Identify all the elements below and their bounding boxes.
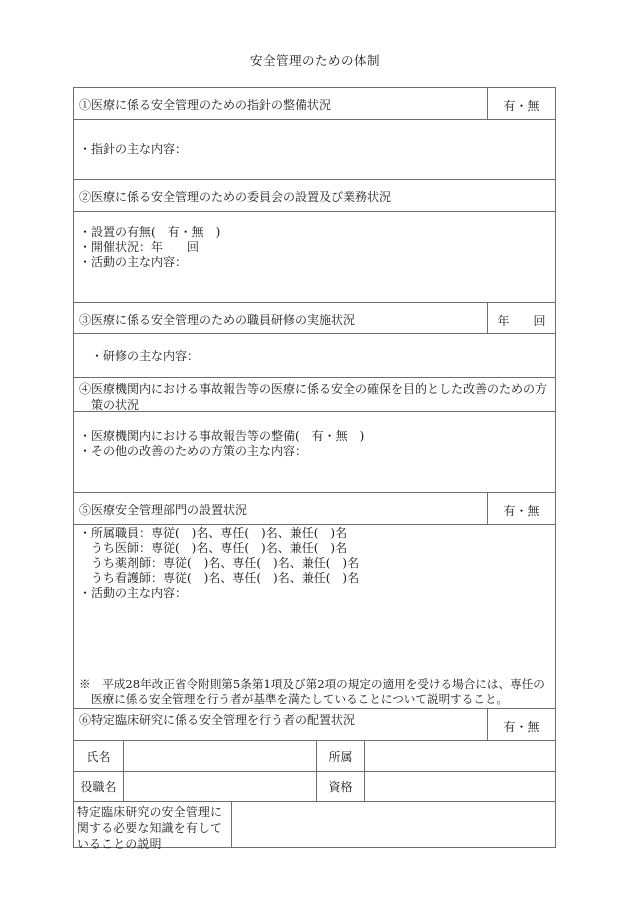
section-4-content[interactable] (74, 411, 555, 492)
name-label: 氏名 (86, 749, 111, 764)
note-line2: 医療に係る安全管理を行う者が基準を満たしていることについて説明すること。 (91, 692, 509, 706)
section-6-status-cell[interactable] (487, 709, 555, 740)
section-6-header (74, 708, 555, 740)
meeting-frequency-line: ・開催状況：年 回 (79, 240, 200, 254)
section-3-header (74, 302, 555, 333)
position-label: 役職名 (80, 780, 117, 794)
explanation-label-line2: 関する必要な知識を有して (77, 821, 223, 835)
committee-established-line: ・設置の有無( 有・無 ) (79, 225, 221, 239)
section-3-frequency: 年 回 (497, 314, 546, 328)
affiliation-field[interactable] (364, 741, 555, 771)
explanation-row (74, 801, 555, 851)
section-5-note (79, 677, 545, 707)
explanation-field[interactable] (231, 802, 555, 847)
position-field[interactable] (123, 772, 316, 801)
note-line1: ※ 平成28年改正省令附則第5条第1項及び第2項の規定の適用を受ける場合には、専任の (79, 677, 545, 691)
name-field[interactable] (123, 741, 316, 771)
section-2-header (74, 179, 555, 211)
name-affiliation-row (74, 740, 555, 771)
section-4-heading-line1: ④医療機関内における事故報告等の医療に係る安全の確保を目的とした改善のための方 (79, 382, 548, 396)
qualification-field[interactable] (364, 772, 555, 801)
section-6-status: 有・無 (503, 720, 540, 734)
section-5-content[interactable] (74, 524, 555, 708)
section-1-guideline-content-label: ・指針の主な内容： (79, 142, 188, 156)
section-3-heading: ③医療に係る安全管理のための職員研修の実施状況 (79, 313, 356, 327)
explanation-label-line3: いることの説明 (77, 837, 162, 851)
section-3-frequency-cell[interactable] (487, 303, 555, 333)
other-measures-line: ・その他の改善のための方策の主な内容： (79, 444, 308, 458)
section-1-header (74, 88, 555, 119)
section-5-status-cell[interactable] (487, 493, 555, 524)
staff-total-line: ・所属職員：専従( )名、専任( )名、兼任( )名 (79, 526, 348, 540)
section-4-heading-line2: 策の状況 (91, 398, 140, 412)
affiliation-label: 所属 (316, 741, 364, 771)
section-1-status-cell[interactable] (487, 88, 555, 119)
department-activity-line: ・活動の主な内容： (79, 586, 188, 600)
section-2-content[interactable] (74, 211, 555, 302)
section-2-heading: ②医療に係る安全管理のための委員会の設置及び業務状況 (79, 190, 392, 204)
document-title: 安全管理のための体制 (249, 53, 380, 68)
safety-management-table (73, 87, 556, 851)
section-4-header (74, 377, 555, 411)
section-1-status: 有・無 (503, 99, 540, 113)
explanation-label-line1: 特定臨床研究の安全管理に (77, 805, 223, 819)
staff-nurses-line: うち看護師：専従( )名、専任( )名、兼任( )名 (91, 571, 360, 585)
staff-doctors-line: うち医師：専従( )名、専任( )名、兼任( )名 (91, 541, 348, 555)
position-qualification-row (74, 771, 555, 801)
explanation-label-cell (74, 802, 231, 851)
section-6-heading: ⑥特定臨床研究に係る安全管理を行う者の配置状況 (79, 713, 356, 727)
section-1-content[interactable] (74, 119, 555, 179)
training-content-label: ・研修の主な内容： (91, 349, 200, 363)
section-5-status: 有・無 (503, 504, 540, 518)
staff-pharmacists-line: うち薬剤師：専従( )名、専任( )名、兼任( )名 (91, 556, 360, 570)
qualification-label: 資格 (316, 772, 364, 801)
section-5-heading: ⑤医療安全管理部門の設置状況 (79, 503, 248, 517)
committee-activity-line: ・活動の主な内容： (79, 255, 188, 269)
section-5-header (74, 492, 555, 524)
section-3-content[interactable] (74, 333, 555, 377)
section-1-heading: ①医療に係る安全管理のための指針の整備状況 (79, 98, 332, 112)
incident-report-line: ・医療機関内における事故報告等の整備( 有・無 ) (79, 429, 365, 443)
